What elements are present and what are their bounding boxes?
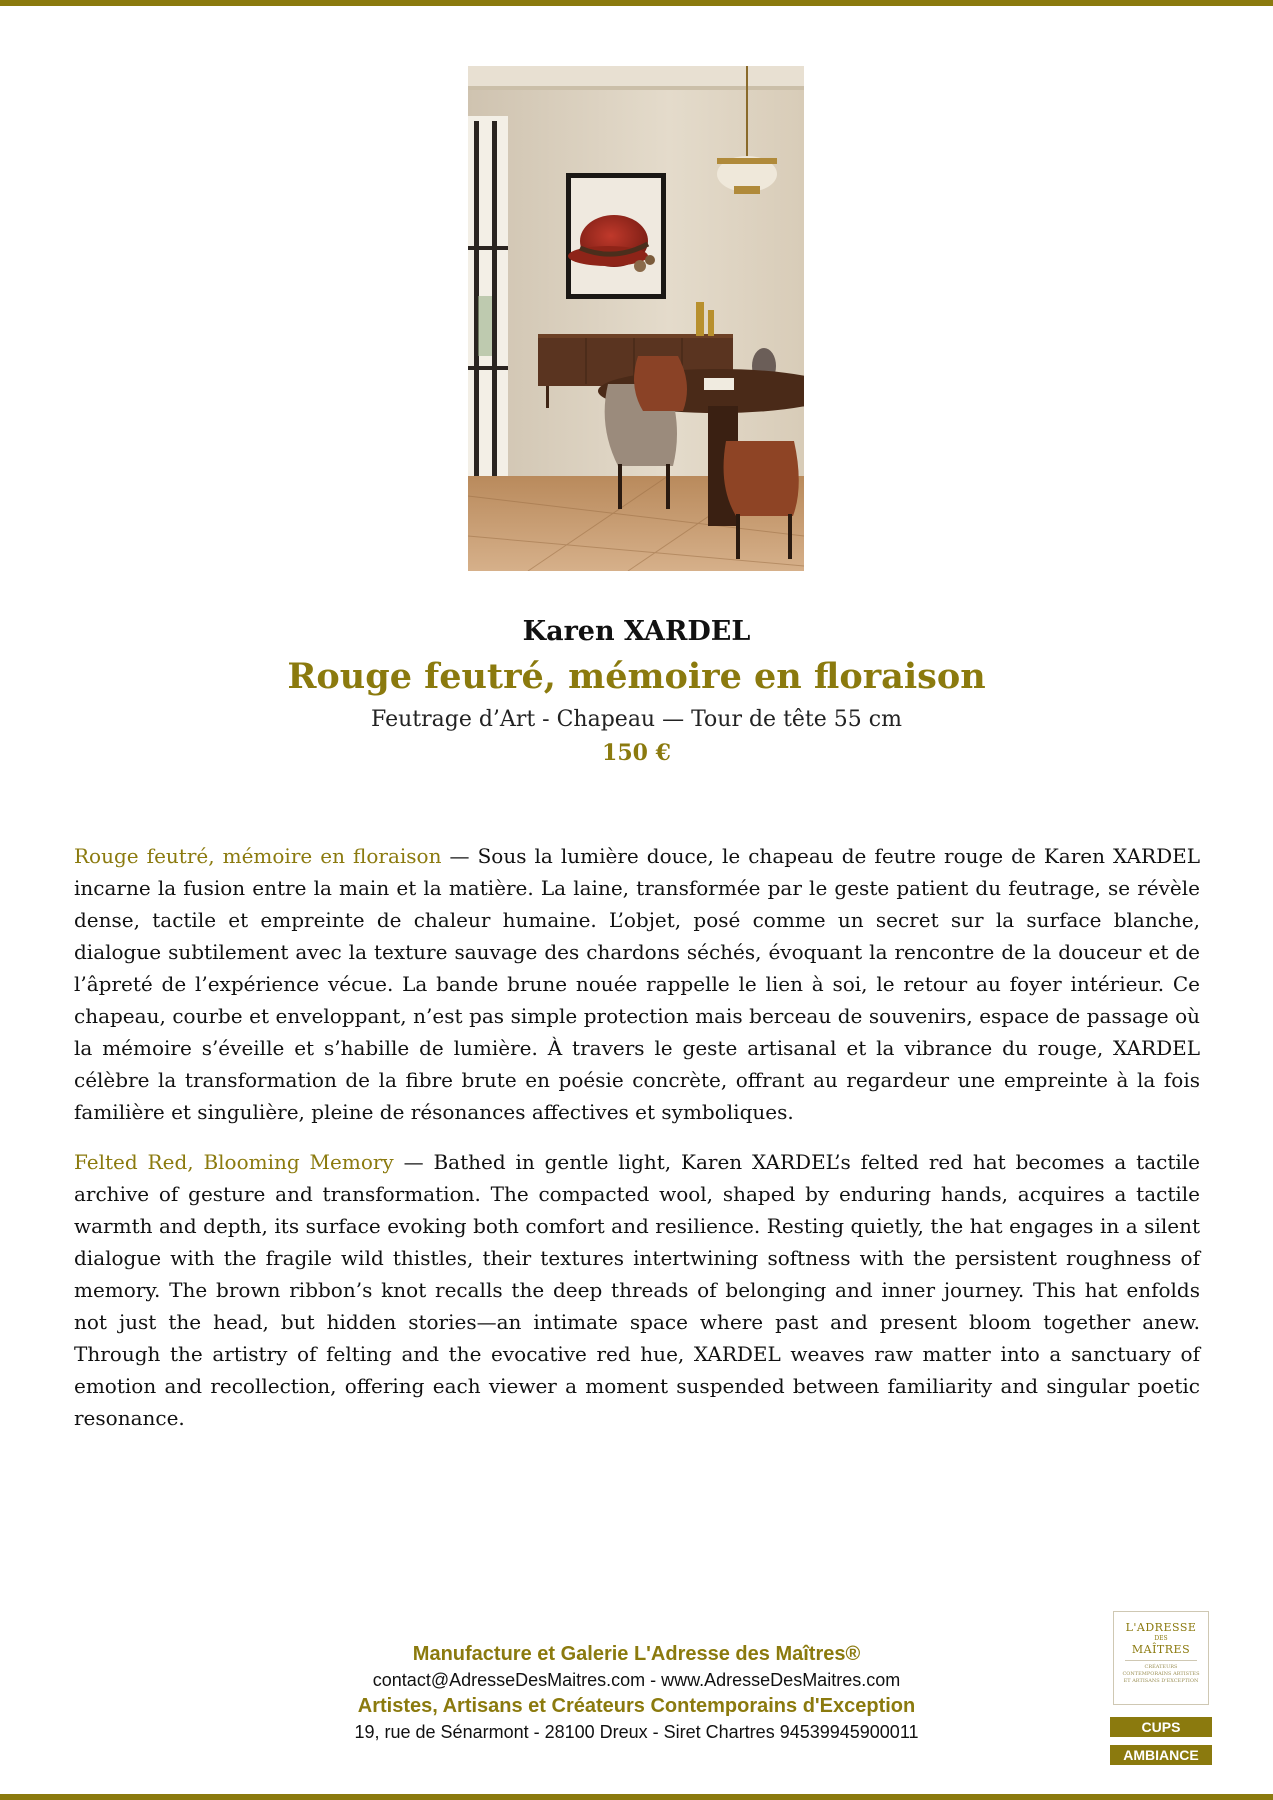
footer [240,1640,1033,1744]
logo-divider [1125,1660,1197,1661]
ambiance-badge: AMBIANCE [1110,1745,1212,1765]
logo-line-1: L'ADRESSE [1125,1621,1197,1634]
artwork-subtitle: Feutrage d’Art - Chapeau — Tour de tête 55 cm [371,707,902,732]
footer-address: 19, rue de Sénarmont - 28100 Dreux - Siret Chartres 94539945900011 [354,1722,919,1742]
top-border [0,0,1273,6]
description-english-body: — Bathed in gentle light, Karen XARDEL’s felted red hat becomes a tactile archive of gesture and transformation. The compacted wool, shaped by enduring hands, acquires a tactile warmth and depth, its surface evoking both comfort and resilience. Resting quietly, the hat engages in a silent dialogue with the fragile wild thistles, their textures intertwining softness with the persistent roughness of memory. The brown ribbon’s knot recalls the deep threads of belonging and inner journey. This hat enfolds not just the head, but hidden stories—an intimate space where past and present bloom together anew. Through the artistry of felting and the evocative red hue, XARDEL weaves raw matter into a sanctuary of emotion and recollection, offering each viewer a moment suspended between familiarity and singular poetic resonance. [74,1150,1200,1430]
description-french-lead: Rouge feutré, mémoire en floraison [74,844,442,868]
description-french [74,840,1200,1128]
artist-name: Karen XARDEL [522,616,751,647]
artwork-image [468,66,804,571]
bottom-border [0,1794,1273,1800]
cups-badge: CUPS [1110,1717,1212,1737]
footer-contact: contact@AdresseDesMaitres.com - www.AdresseDesMaitres.com [372,1670,901,1690]
room-scene-illustration [468,66,804,571]
artwork-header [0,612,1273,768]
logo-line-3: MAÎTRES [1131,1643,1191,1656]
description-english [74,1146,1200,1434]
description [74,840,1200,1452]
logo-line-2: DES [1154,1635,1168,1642]
footer-tagline: Artistes, Artisans et Créateurs Contemporains d'Exception [357,1695,916,1717]
artwork-price: 150 € [602,740,671,766]
footer-gallery-name: Manufacture et Galerie L'Adresse des Maîtres® [412,1643,861,1665]
gallery-logo [1113,1611,1209,1705]
artwork-title: Rouge feutré, mémoire en floraison [287,656,986,697]
description-english-lead: Felted Red, Blooming Memory [74,1150,394,1174]
description-french-body: — Sous la lumière douce, le chapeau de feutre rouge de Karen XARDEL incarne la fusion entre la main et la matière. La laine, transformée par le geste patient du feutrage, se révèle dense, tactile et empreinte de chaleur humaine. L’objet, posé comme un secret sur la surface blanche, dialogue subtilement avec la texture sauvage des chardons séchés, évoquant la rencontre de la douceur et de l’âpreté de l’expérience vécue. La bande brune nouée rappelle le lien à soi, le retour au foyer intérieur. Ce chapeau, courbe et enveloppant, n’est pas simple protection mais berceau de souvenirs, espace de passage où la mémoire s’éveille et s’habille de lumière. À travers le geste artisanal et la vibrance du rouge, XARDEL célèbre la transformation de la fibre brute en poésie concrète, offrant au regardeur une empreinte à la fois familière et singulière, pleine de résonances affectives et symboliques. [74,844,1200,1124]
logo-tagline: CRÉATEURS CONTEMPORAINS ARTISTES ET ARTISANS D'EXCEPTION [1122,1664,1200,1684]
